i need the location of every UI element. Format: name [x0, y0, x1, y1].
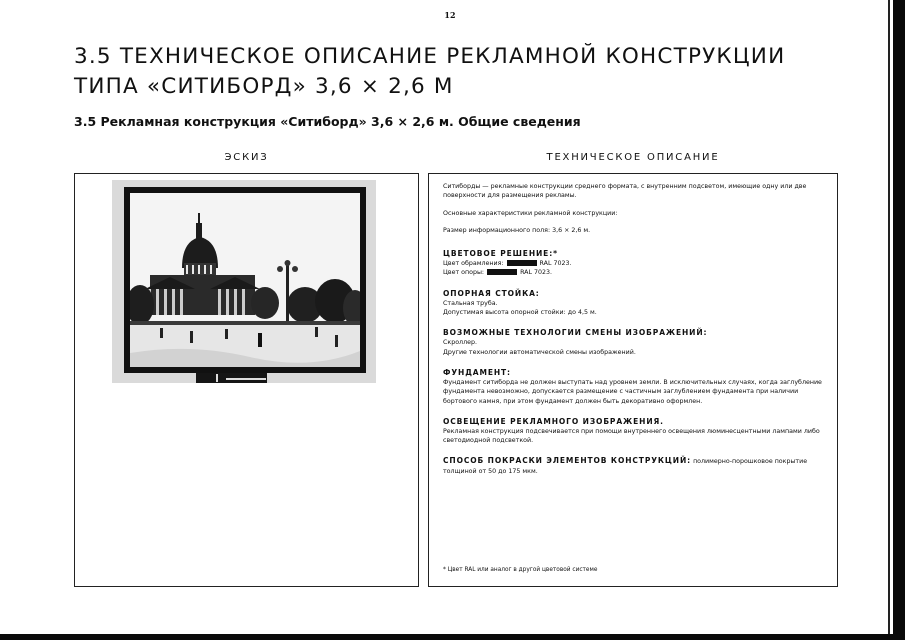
sketch-heading: ЭСКИЗ: [224, 152, 269, 163]
frame-color-value: RAL 7023.: [539, 260, 572, 268]
frame-color-row: [443, 259, 827, 268]
page-title-line-2: ТИПА «СИТИБОРД» 3,6 × 2,6 М: [74, 74, 454, 99]
painting-heading: СПОСОБ ПОКРАСКИ ЭЛЕМЕНТОВ КОНСТРУКЦИЙ:: [443, 456, 692, 466]
characteristics-label: Основные характеристики рекламной конструкции:: [443, 209, 618, 217]
painting-row: [443, 456, 827, 476]
foundation-text: Фундамент ситиборда не должен выступать над уровнем земли. В исключительных случаях, когда заглубление фундамента невозможно, допускается размещение с частичным заглублением фундамента при наличии бортового камня, при этом фундамент должен быть декоративно оформлен.: [443, 378, 822, 405]
lighting-heading: ОСВЕЩЕНИЕ РЕКЛАМНОГО ИЗОБРАЖЕНИЯ.: [443, 416, 664, 426]
scan-edge-shadow: [888, 0, 890, 640]
intro-text: Ситиборды — рекламные конструкции среднего формата, с внутренним подсветом, имеющие одну или две поверхности для размещения рекламы.: [443, 183, 807, 200]
support-color-row: [443, 268, 827, 277]
page-title-line-1: 3.5 ТЕХНИЧЕСКОЕ ОПИСАНИЕ РЕКЛАМНОЙ КОНСТРУКЦИИ: [74, 44, 786, 69]
info-field-size: Размер информационного поля: 3,6 × 2,6 м.: [443, 226, 591, 234]
color-solution-heading: ЦВЕТОВОЕ РЕШЕНИЕ:*: [443, 249, 558, 259]
page-title: [74, 42, 785, 102]
support-height: Допустимая высота опорной стойки: до 4,5 м.: [443, 309, 597, 317]
section-subtitle: 3.5 Рекламная конструкция «Ситиборд» 3,6 × 2,6 м. Общие сведения: [74, 114, 581, 129]
billboard-photo-cathedral: [130, 193, 360, 367]
scan-edge-right: [893, 0, 905, 640]
support-post-heading: ОПОРНАЯ СТОЙКА:: [443, 288, 540, 298]
tech-description-heading: ТЕХНИЧЕСКОЕ ОПИСАНИЕ: [546, 152, 720, 163]
page-number: 12: [444, 10, 456, 20]
frame-color-label: Цвет обрамления:: [443, 260, 504, 268]
color-footnote: * Цвет RAL или аналог в другой цветовой системе: [443, 567, 598, 573]
scan-edge-bottom: [0, 634, 905, 640]
image-change-heading: ВОЗМОЖНЫЕ ТЕХНОЛОГИИ СМЕНЫ ИЗОБРАЖЕНИЙ:: [443, 328, 708, 338]
frame-color-swatch: [507, 260, 537, 266]
support-material: Стальная труба.: [443, 299, 498, 307]
support-color-label: Цвет опоры:: [443, 269, 485, 277]
billboard-support-gap: [216, 374, 218, 382]
painting-text: полимерно-порошковое покрытие толщиной от 50 до 175 мкм.: [443, 458, 808, 475]
tech-description-panel: [428, 173, 838, 587]
support-color-value: RAL 7023.: [520, 269, 553, 277]
billboard-support-stripe: [226, 378, 266, 380]
image-change-scroller: Скроллер.: [443, 339, 477, 347]
lighting-text: Рекламная конструкция подсвечивается при помощи внутреннего освещения люминесцентными лампами либо светодиодной подсветкой.: [443, 427, 820, 445]
support-color-swatch: [487, 269, 517, 275]
image-change-other: Другие технологии автоматической смены изображений.: [443, 348, 636, 356]
foundation-heading: ФУНДАМЕНТ:: [443, 367, 511, 377]
